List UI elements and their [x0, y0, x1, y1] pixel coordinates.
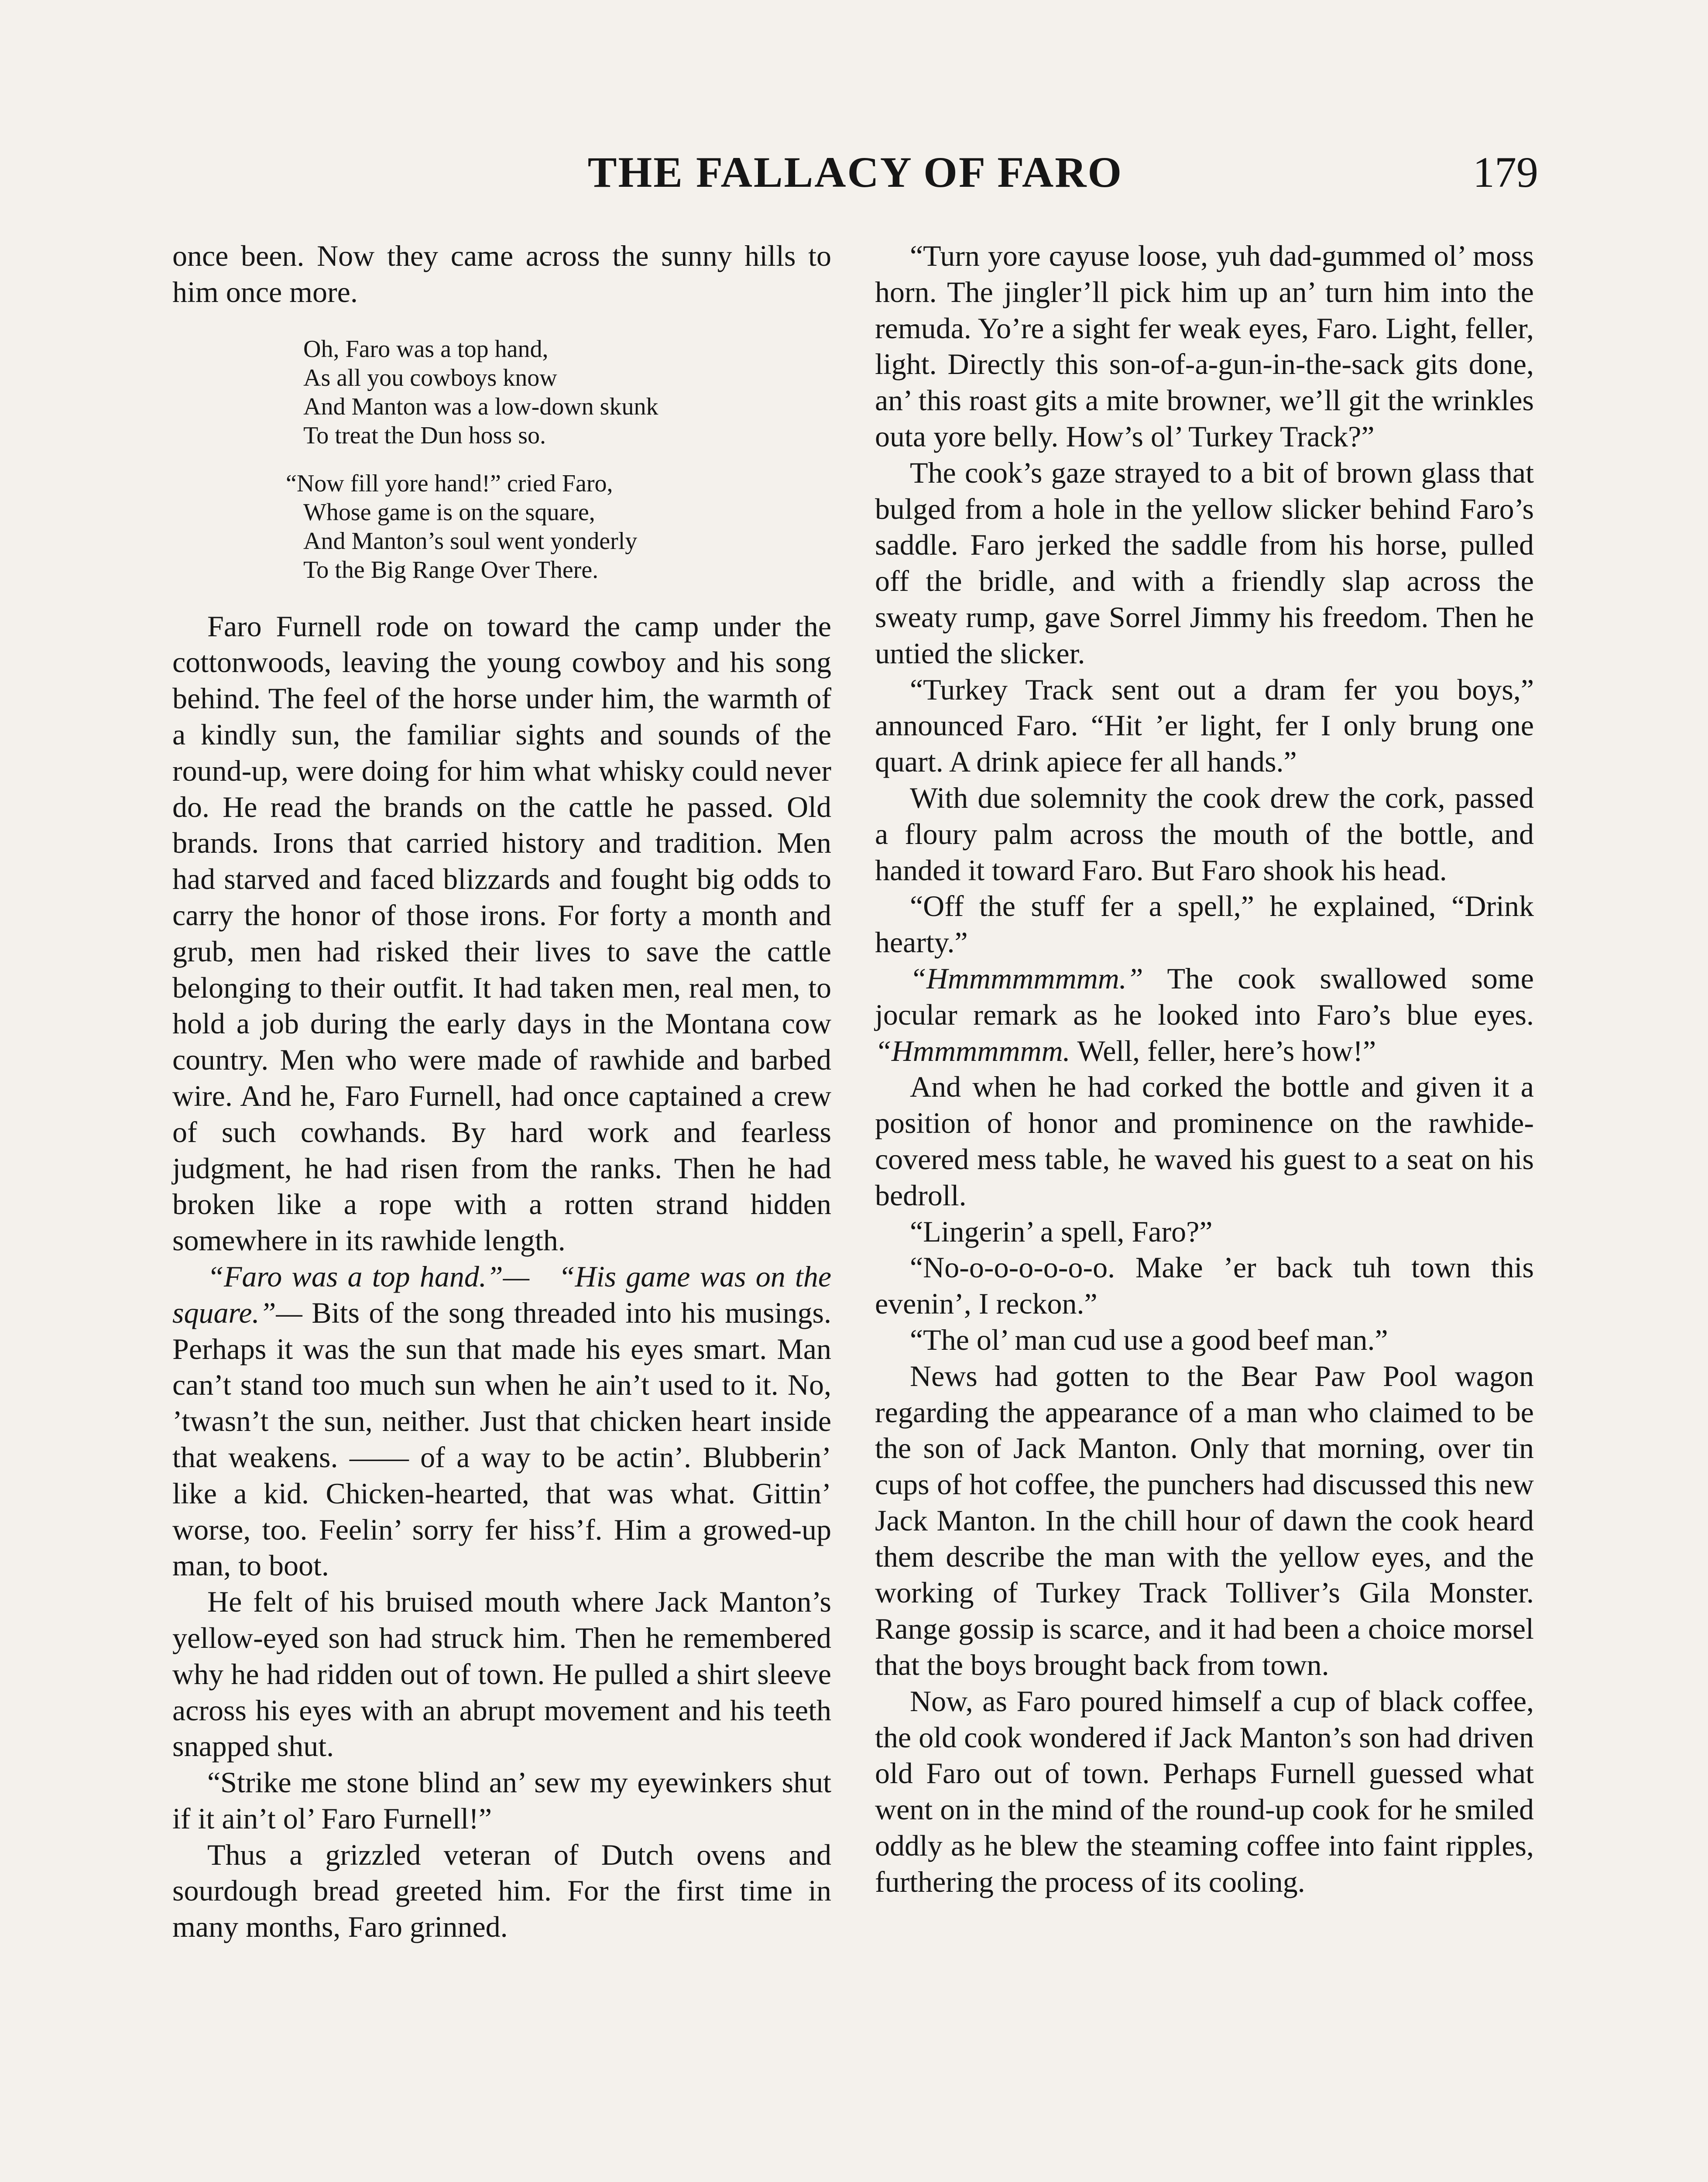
- verse-line: Whose game is on the square,: [303, 498, 595, 526]
- paragraph: With due solemnity the cook drew the cork, passed a floury palm across the mouth of the bottle, and handed it toward Faro. But Faro shook his head.: [875, 781, 1534, 887]
- song-verse: [286, 335, 831, 584]
- paragraph: “Turkey Track sent out a dram fer you boys,” announced Faro. “Hit ’er light, fer I only brung one quart. A drink apiece fer all hands.”: [875, 672, 1534, 779]
- paragraph: “Strike me stone blind an’ sew my eyewinkers shut if it ain’t ol’ Faro Furnell!”: [172, 1766, 831, 1835]
- verse-line: To treat the Dun hoss so.: [303, 422, 546, 449]
- paragraph: The cook’s gaze strayed to a bit of brown glass that bulged from a hole in the yellow slicker behind Faro’s saddle. Faro jerked the saddle from his horse, pulled off the bridle, and with a friendly slap across the sweaty rump, gave Sorrel Jimmy his freedom. Then he untied the slicker.: [875, 456, 1534, 670]
- page-title: THE FALLACY OF FARO: [587, 148, 1123, 196]
- paragraph: “No-o-o-o-o-o-o. Make ’er back tuh town this evenin’, I reckon.”: [875, 1251, 1534, 1321]
- paragraph: “Lingerin’ a spell, Faro?”: [910, 1215, 1213, 1248]
- verse-line: As all you cowboys know: [303, 364, 557, 391]
- paragraph: He felt of his bruised mouth where Jack Manton’s yellow-eyed son had struck him. Then he remembered why he had ridden out of town. He pulled a shirt sleeve across his eyes with an abrupt movement and his teeth snapped shut.: [172, 1585, 831, 1763]
- verse-line: And Manton was a low-down skunk: [303, 393, 659, 420]
- paragraph: News had gotten to the Bear Paw Pool wagon regarding the appearance of a man who claimed to be the son of Jack Manton. Only that morning, over tin cups of hot coffee, the punchers had discussed this new Jack Manton. In the chill hour of dawn the cook heard them describe the man with the yellow eyes, and the working of Turkey Track Tolliver’s Gila Monster. Range gossip is scarce, and it had been a choice morsel that the boys brought back from town.: [875, 1359, 1534, 1682]
- exclamation: “Hmmmmmmmm.”: [910, 961, 1143, 995]
- page-number: 179: [1473, 148, 1538, 196]
- song-quote: “His game was on the square.”—: [172, 1259, 831, 1329]
- paragraph-text: Well, feller, here’s how!”: [1070, 1034, 1376, 1067]
- paragraph: Now, as Faro poured himself a cup of black coffee, the old cook wondered if Jack Manton’s son had driven old Faro out of town. Perhaps Furnell guessed what went on in the mind of the round-up cook for he smiled oddly as he blew the steaming coffee into faint ripples, furthering the process of its cooling.: [875, 1684, 1534, 1898]
- paragraph: once been. Now they came across the sunny hills to him once more.: [172, 239, 831, 309]
- paragraph: Faro Furnell rode on toward the camp under the cottonwoods, leaving the young cowboy and his song behind. The feel of the horse under him, the warmth of a kindly sun, the familiar sights and sounds of the round-up, were doing for him what whisky could never do. He read the brands on the cattle he passed. Old brands. Irons that carried history and tradition. Men had starved and faced blizzards and fought big odds to carry the honor of those irons. For forty a month and grub, men had risked their lives to save the cattle belonging to their outfit. It had taken men, real men, to hold a job during the early days in the Montana cow country. Men who were made of rawhide and barbed wire. And he, Faro Furnell, had once captained a crew of such cowhands. By hard work and fearless judgment, he had risen from the ranks. Then he had broken like a rope with a rotten strand hidden somewhere in its rawhide length.: [172, 609, 831, 1257]
- verse-line: Oh, Faro was a top hand,: [303, 335, 549, 363]
- song-quote: “Faro was a top hand.”—: [207, 1259, 530, 1293]
- paragraph: [875, 961, 1534, 1069]
- paragraph: Thus a grizzled veteran of Dutch ovens and sourdough bread greeted him. For the first time in many months, Faro grinned.: [172, 1838, 831, 1944]
- verse-stanza: [303, 335, 831, 450]
- verse-line: “Now fill yore hand!” cried Faro,: [286, 470, 613, 497]
- running-head: [172, 146, 1538, 199]
- verse-stanza: [286, 469, 831, 584]
- verse-line: And Manton’s soul went yonderly: [303, 527, 638, 555]
- paragraph: “The ol’ man cud use a good beef man.”: [910, 1323, 1388, 1356]
- left-column: [172, 238, 831, 1945]
- paragraph-text: The cook swallowed some jocular remark as he looked into Faro’s blue eyes.: [875, 961, 1534, 1031]
- paragraph: “Off the stuff fer a spell,” he explained, “Drink hearty.”: [875, 889, 1534, 959]
- paragraph: “Turn yore cayuse loose, yuh dad-gummed ol’ moss horn. The jingler’ll pick him up an’ turn him into the remuda. Yo’re a sight fer weak eyes, Faro. Light, feller, light. Directly this son-of-a-gun-in-the-sack gits done, an’ this roast gits a mite browner, we’ll git the wrinkles outa yore belly. How’s ol’ Turkey Track?”: [875, 239, 1534, 453]
- verse-line: To the Big Range Over There.: [303, 556, 599, 583]
- exclamation: “Hmmmmmmm.: [875, 1034, 1070, 1067]
- paragraph-text: Bits of the song threaded into his musings. Perhaps it was the sun that made his eyes smart. Man can’t stand too much sun when he ain’t used to it. No, ’twasn’t the sun, neither. Just that chicken heart inside that weakens. —— of a way to be actin’. Blubberin’ like a kid. Chicken-hearted, that was what. Gittin’ worse, too. Feelin’ sorry fer hiss’f. Him a growed-up man, to boot.: [172, 1296, 831, 1582]
- paragraph: And when he had corked the bottle and given it a position of honor and prominence on the rawhide-covered mess table, he waved his guest to a seat on his bedroll.: [875, 1070, 1534, 1212]
- paragraph: [172, 1259, 831, 1584]
- right-column: [875, 238, 1534, 1900]
